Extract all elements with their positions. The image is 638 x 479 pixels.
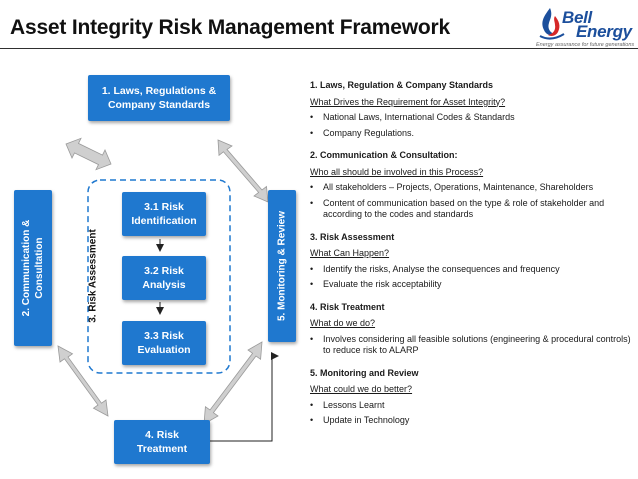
- box-communication-label: 2. Communication & Consultation: [21, 219, 45, 317]
- double-arrow-bottom-right-icon: [204, 342, 262, 424]
- section-title: 4. Risk Treatment: [310, 301, 385, 312]
- bullet-item: • Identify the risks, Analyse the consequences and frequency: [310, 264, 632, 276]
- double-arrow-top-right-icon: [218, 140, 268, 202]
- section-question: Who all should be involved in this Process?: [310, 166, 484, 177]
- section-laws: [310, 80, 632, 139]
- box-risk-evaluation: 3.3 Risk Evaluation: [122, 321, 206, 365]
- logo-tagline: Energy assurance for future generations: [536, 42, 635, 48]
- bullet-item: • Lessons Learnt: [310, 400, 632, 412]
- section-question: What Can Happen?: [310, 248, 390, 258]
- section-title: 3. Risk Assessment: [310, 231, 395, 242]
- section-risk-assessment: [310, 232, 632, 291]
- section-question: What Drives the Requirement for Asset Integrity?: [310, 96, 506, 107]
- box-laws-regulations: 1. Laws, Regulations & Company Standards: [88, 75, 230, 121]
- bullet-item: • Content of communication based on the type & role of stakeholder and according to the codes and standards: [310, 198, 632, 221]
- section-question: What could we do better?: [310, 384, 413, 394]
- box-communication-consultation: [14, 190, 52, 346]
- bullet-item: • Evaluate the risk acceptability: [310, 279, 632, 291]
- section-risk-treatment: [310, 302, 632, 357]
- logo-word-bell: Bell: [562, 8, 592, 27]
- description-panel: [310, 80, 632, 438]
- box-monitoring-label: 5. Monitoring & Review: [276, 210, 288, 322]
- bullet-item: • National Laws, International Codes & Standards: [310, 112, 632, 124]
- section-communication: [310, 150, 632, 221]
- section-title: 5. Monitoring and Review: [310, 367, 419, 378]
- section-question: What do we do?: [310, 318, 376, 328]
- bullet-item: • Involves considering all feasible solutions (engineering & procedural controls) to reduce risk to ALARP: [310, 334, 632, 357]
- box-monitoring-review: [268, 190, 296, 342]
- box-risk-analysis: 3.2 Risk Analysis: [122, 256, 206, 300]
- section-title: 1. Laws, Regulation & Company Standards: [310, 80, 494, 90]
- bullet-item: • All stakeholders – Projects, Operations, Maintenance, Shareholders: [310, 182, 632, 194]
- page-title: Asset Integrity Risk Management Framework: [10, 16, 450, 39]
- bullet-item: • Update in Technology: [310, 415, 632, 427]
- double-arrow-bottom-left-icon: [58, 346, 108, 416]
- section-monitoring-review: [310, 368, 632, 427]
- logo-word-energy: Energy: [576, 22, 632, 41]
- box-risk-treatment: 4. Risk Treatment: [114, 420, 210, 464]
- section-title: 2. Communication & Consultation:: [310, 150, 458, 160]
- bullet-item: • Company Regulations.: [310, 128, 632, 140]
- box-risk-identification: 3.1 Risk Identification: [122, 192, 206, 236]
- double-arrow-top-left-icon: [66, 138, 111, 169]
